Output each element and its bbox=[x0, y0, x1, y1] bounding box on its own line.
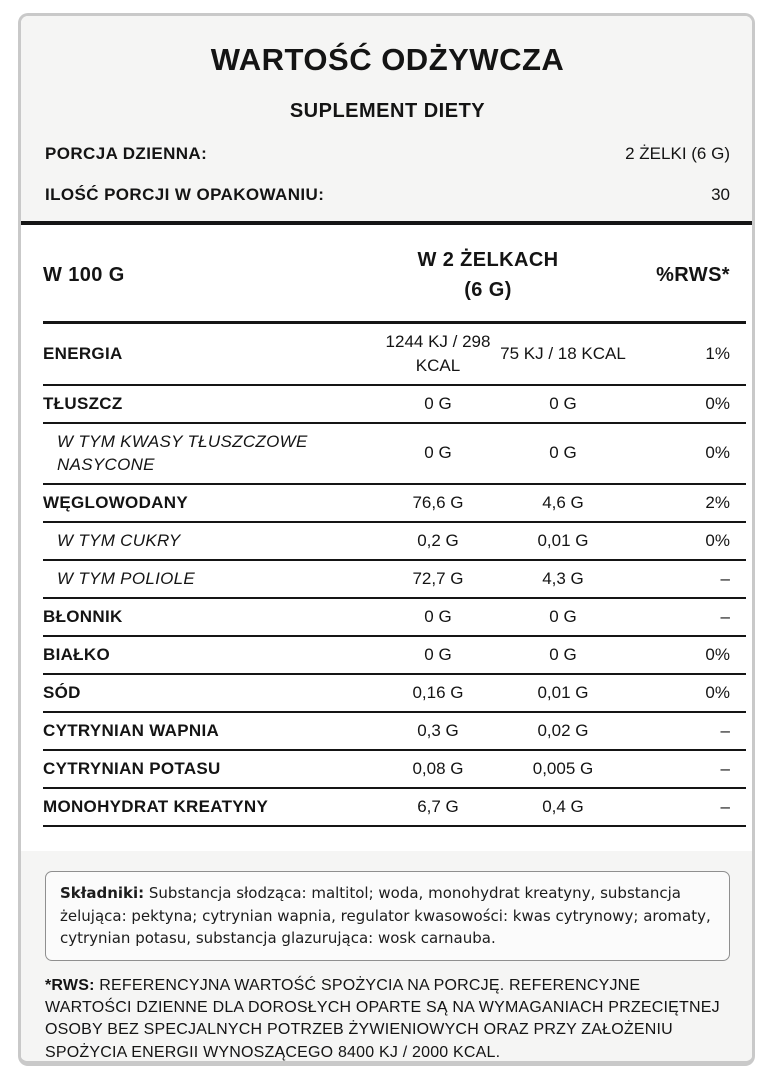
nutrition-table bbox=[21, 225, 752, 851]
daily-portion-row bbox=[45, 144, 730, 164]
nutrient-label: SÓD bbox=[43, 683, 81, 703]
portions-per-pack-row bbox=[45, 185, 730, 205]
nutrient-label: BŁONNIK bbox=[43, 607, 123, 627]
value-per-serving: 4,6 G bbox=[542, 493, 584, 513]
value-rws: 0% bbox=[705, 683, 730, 703]
value-per-100g: 0,08 G bbox=[412, 759, 464, 779]
value-per-100g: 6,7 G bbox=[417, 797, 459, 817]
value-per-serving: 0,02 G bbox=[537, 721, 589, 741]
value-rws: – bbox=[720, 721, 730, 741]
table-row-cytrynian-wapnia bbox=[43, 713, 746, 751]
daily-portion-value: 2 ŻELKI (6 G) bbox=[625, 144, 730, 163]
table-row-kwasy-nasycone bbox=[43, 424, 746, 486]
value-rws: – bbox=[720, 797, 730, 817]
header-rws: %RWS* bbox=[656, 263, 730, 286]
rws-footnote-text: REFERENCYJNA WARTOŚĆ SPOŻYCIA NA PORCJĘ. REFERENCYJNE WARTOŚCI DZIENNE DLA DOROSŁYCH OPARTE SĄ NA WYMAGANIACH PRZECIĘTNEJ OSOBY BEZ SPECJALNYCH POTRZEB ŻYWIENIOWYCH ORAZ PRZY ZAŁOŻENIU SPOŻYCIA ENERGII WYNOSZĄCEGO 8400 KJ / 2000 KCAL. bbox=[45, 976, 720, 1061]
nutrient-label: BIAŁKO bbox=[43, 645, 110, 665]
value-per-100g: 0 G bbox=[424, 645, 452, 665]
table-row-sod bbox=[43, 675, 746, 713]
value-per-serving: 0,005 G bbox=[532, 759, 594, 779]
value-per-serving: 0,01 G bbox=[537, 531, 589, 551]
table-row-cukry bbox=[43, 523, 746, 561]
value-per-100g: 0,16 G bbox=[412, 683, 464, 703]
value-rws: 0% bbox=[705, 645, 730, 665]
value-per-serving: 0,4 G bbox=[542, 797, 584, 817]
footer-section bbox=[21, 851, 752, 1064]
value-per-serving: 4,3 G bbox=[542, 569, 584, 589]
table-row-tluszcz bbox=[43, 386, 746, 424]
nutrition-label-panel bbox=[18, 13, 755, 1066]
value-per-100g: 0 G bbox=[424, 393, 452, 413]
nutrient-label: ENERGIA bbox=[43, 343, 123, 363]
rws-footnote bbox=[45, 975, 730, 1065]
subtitle: SUPLEMENT DIETY bbox=[289, 100, 486, 122]
nutrient-label: CYTRYNIAN WAPNIA bbox=[43, 721, 220, 741]
value-per-100g: 1244 KJ / 298 KCAL bbox=[385, 332, 491, 375]
ingredients-text: Substancja słodząca: maltitol; woda, monohydrat kreatyny, substancja żelująca: pektyna; cytrynian wapnia, regulator kwasowości: kwas cytrynowy; aromaty, cytrynian potasu, substancja glazurująca: wosk carnauba. bbox=[60, 884, 711, 948]
table-header-row bbox=[43, 225, 746, 324]
value-per-100g: 0,3 G bbox=[417, 721, 459, 741]
nutrient-sublabel: W TYM POLIOLE bbox=[57, 569, 196, 589]
table-row-blonnik bbox=[43, 599, 746, 637]
nutrient-sublabel: W TYM CUKRY bbox=[57, 531, 181, 551]
value-per-100g: 0 G bbox=[424, 443, 452, 463]
value-rws: 0% bbox=[705, 443, 730, 463]
value-per-100g: 72,7 G bbox=[412, 569, 464, 589]
portions-per-pack-label: ILOŚĆ PORCJI W OPAKOWANIU: bbox=[45, 185, 325, 204]
table-row-energia bbox=[43, 324, 746, 386]
ingredients-box bbox=[45, 871, 730, 961]
value-rws: – bbox=[720, 569, 730, 589]
value-rws: 1% bbox=[705, 343, 730, 363]
header-per-serving: W 2 ŻELKACH (6 G) bbox=[417, 249, 559, 301]
value-rws: – bbox=[720, 607, 730, 627]
table-row-monohydrat-kreatyny bbox=[43, 789, 746, 827]
value-rws: 2% bbox=[705, 493, 730, 513]
value-per-serving: 0 G bbox=[549, 607, 577, 627]
value-per-serving: 0 G bbox=[549, 393, 577, 413]
table-row-cytrynian-potasu bbox=[43, 751, 746, 789]
value-per-serving: 75 KJ / 18 KCAL bbox=[500, 343, 626, 363]
table-row-poliole bbox=[43, 561, 746, 599]
nutrient-sublabel: W TYM KWASY TŁUSZCZOWE NASYCONE bbox=[57, 431, 308, 475]
table-row-bialko bbox=[43, 637, 746, 675]
header-section bbox=[21, 16, 752, 221]
portions-per-pack-value: 30 bbox=[711, 185, 730, 204]
value-per-100g: 0,2 G bbox=[417, 531, 459, 551]
nutrient-label: CYTRYNIAN POTASU bbox=[43, 759, 221, 779]
value-rws: – bbox=[720, 759, 730, 779]
value-per-100g: 0 G bbox=[424, 607, 452, 627]
nutrient-label: TŁUSZCZ bbox=[43, 393, 123, 413]
page-title: WARTOŚĆ ODŻYWCZA bbox=[210, 42, 565, 77]
nutrient-label: WĘGLOWODANY bbox=[43, 493, 188, 513]
value-per-100g: 76,6 G bbox=[412, 493, 464, 513]
value-per-serving: 0 G bbox=[549, 443, 577, 463]
value-per-serving: 0,01 G bbox=[537, 683, 589, 703]
value-rws: 0% bbox=[705, 393, 730, 413]
ingredients-label: Składniki: bbox=[60, 884, 145, 903]
daily-portion-label: PORCJA DZIENNA: bbox=[45, 144, 208, 163]
value-rws: 0% bbox=[705, 531, 730, 551]
header-per-100g: W 100 G bbox=[43, 263, 125, 286]
nutrient-label: MONOHYDRAT KREATYNY bbox=[43, 797, 269, 817]
value-per-serving: 0 G bbox=[549, 645, 577, 665]
table-row-weglowodany bbox=[43, 485, 746, 523]
rws-footnote-label: *RWS: bbox=[45, 976, 95, 994]
